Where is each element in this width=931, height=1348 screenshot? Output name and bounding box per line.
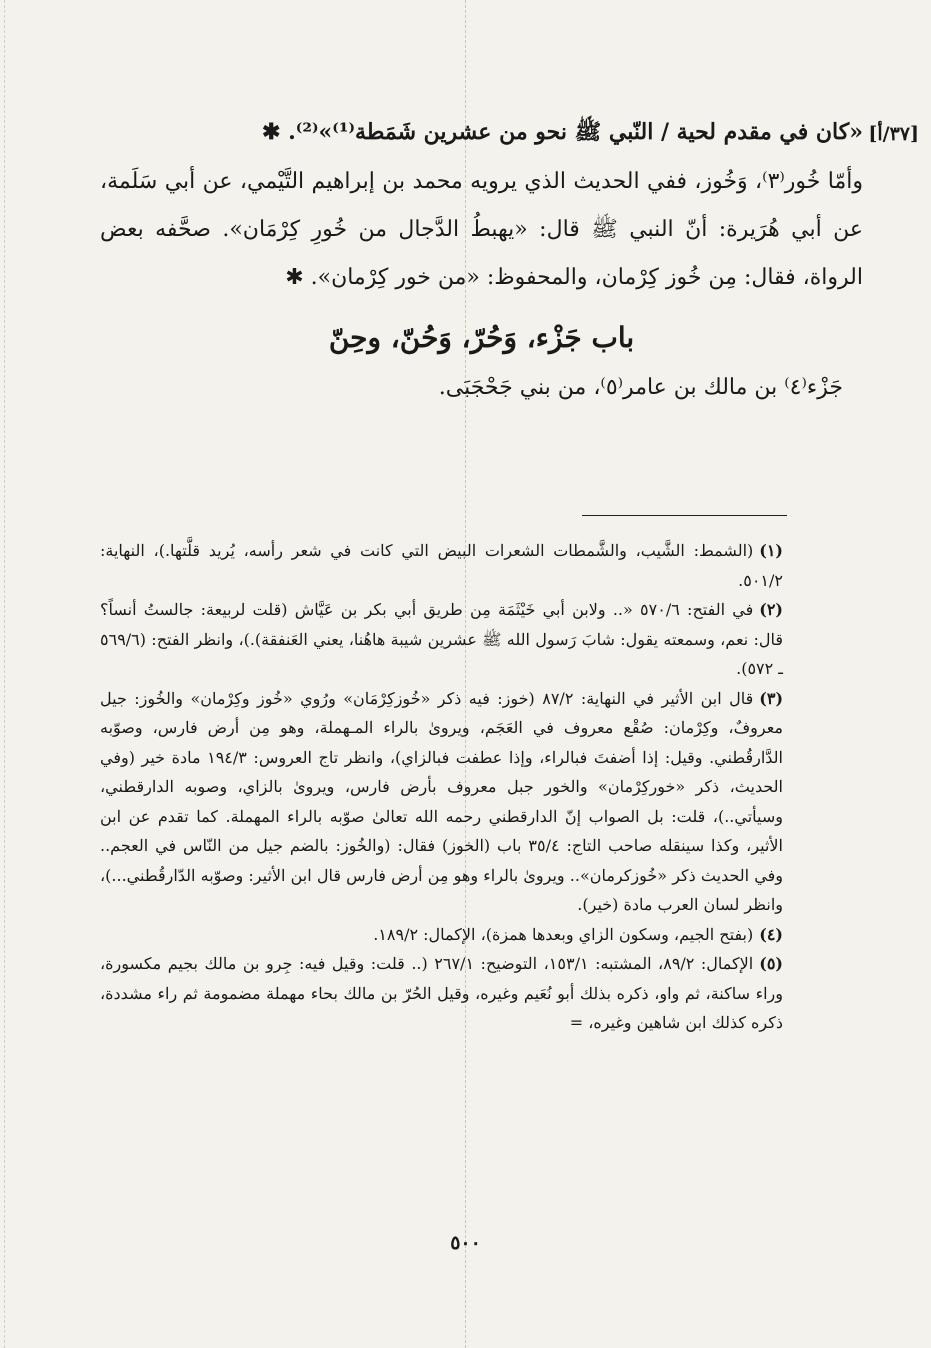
footnote-separator [582, 515, 787, 516]
footnote-3 [100, 684, 783, 920]
chapter-title: باب جَزْء، وَحُرّ، وَحُنّ، وحِنّ [328, 321, 635, 354]
footnote-1 [100, 536, 783, 595]
footnote-number: (١) [759, 541, 783, 560]
footnote-text: قال ابن الأثير في النهاية: ٨٧/٢ (خوز: فيه ذكر «خُوزكِرْمَان» ورُوي «خُوز وكِرْمان» والخُوز: جيل معروفٌ، وكِرْمان: صُقْع معروف في العَجَم، ويروىٰ بالراء المـهملة، وهو مِن أرض فارس، وصوّبه الدَّارقُطني. وقيل: إذا أضفتَ فبالراء، وإذا عطفت فبالزاي)، وانظر تاج العروس: ١٩٤/٣ مادة خير (وفي الحديث، ذكر «خوركِرْمان» والخور جبل معروف بأرض فارس، ويروىٰ بالزاي، وصوبه الدارقطني، وسيأتي..)، قلت: بل الصواب إنّ الدارقطني رحمه الله تعالىٰ صوّبه بالراء المهملة. كما تقدم عن ابن الأثير، وكذا سينقله صاحب التاج: ٣٥/٤ باب (الخوز) فقال: (والخُوز: بالضم جيل من النّاس في العجم.. وفي الحديث ذكر «خُوزكرمان».. ويروىٰ بالراء وهو مِن أرض فارس قال ابن الأثير: وصوّبه الدّارقُطني...)، وانظر لسان العرب مادة (خير). [100, 688, 784, 914]
footnote-5 [100, 949, 783, 1038]
footnote-4 [100, 920, 783, 950]
footnote-number: (٣) [759, 688, 784, 708]
footnote-number: (٢) [759, 600, 783, 619]
folio-marker: [٣٧/أ] [868, 123, 919, 145]
page-edge-line [4, 0, 5, 1348]
footnote-text: (بفتح الجيم، وسكون الزاي وبعدها همزة)، الإكمال: ١٨٩/٢. [373, 924, 754, 944]
paragraph-1: وأمّا خُور⁽٣⁾، وَخُوز، ففي الحديث الذي يرويه محمد بن إبراهيم التَّيْمي، عن أبي سَلَمة، عن أبي هُرَيرة: أنّ النبي ﷺ قال: «يهبطُ الدَّجال من خُورِ كِرْمَان». صحَّفه بعض الرواة، فقال: مِن خُوز كِرْمان، والمحفوظ: «من خور كِرْمان». ✱ [100, 169, 863, 290]
page-number: ٥٠٠ [450, 1232, 481, 1254]
footnote-number: (٥) [759, 954, 783, 973]
footnotes [100, 536, 783, 1038]
footnote-number: (٤) [759, 924, 783, 944]
footnote-text: الإكمال: ٨٩/٢، المشتبه: ١٥٣/١، التوضيح: ٢٦٧/١ (.. قلت: وقيل فيه: جِرو بن مالك بجيم مكسورة، وراء ساكنة، ثم واو، ذكره بذلك أبو نُعَيم وغيره، وقيل الحُرّ بن مالك بحاء مهملة مضمومة ثم راء مشددة، ذكره كذلك ابن شاهين وغيره، = [100, 954, 783, 1032]
main-text [100, 112, 863, 410]
footnote-2 [100, 595, 783, 684]
footnote-text: في الفتح: ٥٧٠/٦ «.. ولابن أبي خَيْثَمَة مِن طريق أبي بكر بن عَيَّاش (قلت لربيعة: جالستُ أنساً؟ قال: نعم، وسمعته يقول: شابَ رَسول الله ﷺ عشرين شيبة هاهُنا، يعني العَنفقة).)، وانظر الفتح: (٥٦٩/٦ ـ ٥٧٢). [100, 600, 783, 678]
hadith-line: «كان في مقدم لحية / النّبي ﷺ نحو من عشرين شَمَطة⁽¹⁾»⁽²⁾. ✱ [262, 119, 863, 145]
footnote-text: (الشمط: الشَّيب، والشَّمطات الشعرات البيض التي كانت في شعر رأسه، يُريد قلَّتها.)، النهاية: ٥٠١/٢. [100, 541, 783, 590]
entry-1: جَزْء⁽٤⁾ بن مالك بن عامر⁽٥⁾، من بني جَحْجَبَى. [438, 375, 843, 400]
